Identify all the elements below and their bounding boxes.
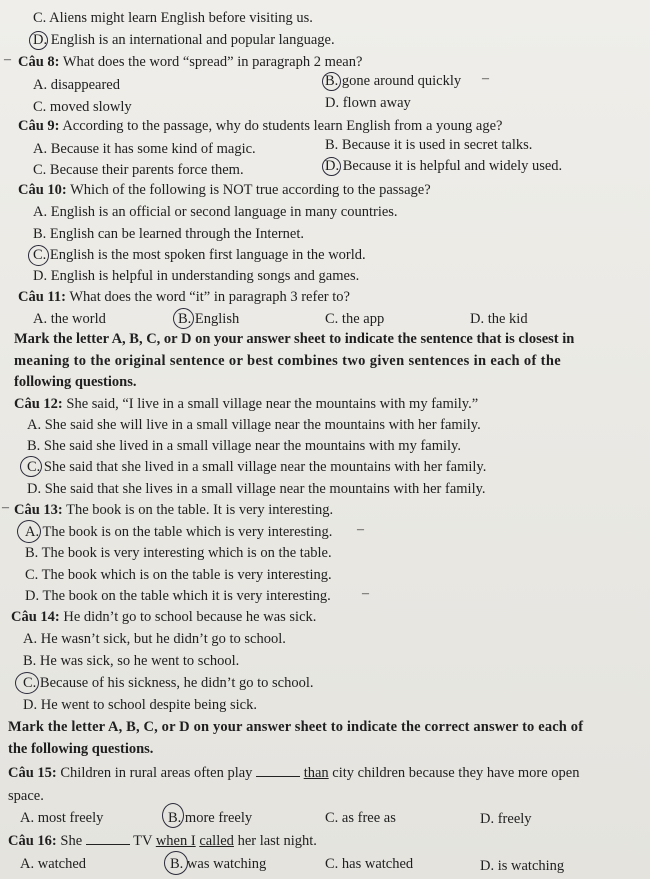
answer-circle-q7 [29,31,48,50]
answer-circle-q15 [162,803,184,828]
q15-text-before: Children in rural areas often play [56,765,257,781]
q12-number: Câu 12: [14,396,63,412]
q16-text-before: She [56,833,86,849]
check-dash-q13: – [357,522,364,537]
q9-number: Câu 9: [18,118,60,134]
q15-question-line-2: space. [8,788,44,804]
q10-option-c: C. English is the most spoken first language in the world. [33,247,366,263]
q8-question [18,53,362,71]
answer-circle-q13 [17,520,41,543]
q16-option-a: A. watched [20,856,87,872]
q12-question [14,395,478,413]
q11-number: Câu 11: [18,289,66,305]
q16-number: Câu 16: [8,833,57,849]
q9-option-a: A. Because it has some kind of magic. [33,141,256,157]
q11-text: What does the word “it” in paragraph 3 refer to? [65,289,350,305]
q16-option-d: D. is watching [480,858,565,874]
q15-number: Câu 15: [8,765,57,781]
q16-option-c: C. has watched [325,856,414,872]
q11-option-c: C. the app [325,311,385,327]
q16-text-after: her last night. [233,833,317,849]
answer-circle-q14 [15,672,39,694]
q11-option-a: A. the world [33,311,106,327]
q15-question [8,764,579,782]
q7-option-c: C. Aliens might learn English before visiting us. [33,10,313,26]
q15-text-than: than [303,765,329,781]
q13-number: Câu 13: [14,502,63,518]
margin-dash-q8: – [4,52,11,67]
answer-circle-q9 [322,157,341,176]
q9-option-c: C. Because their parents force them. [33,162,244,178]
q12-option-a: A. She said she will live in a small village near the mountains with her family. [27,417,481,433]
q13-option-b: B. The book is very interesting which is on the table. [25,545,332,561]
q7-option-d: D. English is an international and popular language. [33,32,335,48]
q16-question [8,832,317,850]
q14-text: He didn’t go to school because he was sick. [59,609,317,625]
instruction-1-line-1: Mark the letter A, B, C, or D on your answer sheet to indicate the sentence that is closest in [14,331,575,347]
q15-text-after: city children because they have more open [328,765,580,781]
answer-circle-q8 [322,72,341,91]
q9-option-b: B. Because it is used in secret talks. [325,137,533,153]
q13-option-a: A. The book is on the table which is very interesting. [25,524,333,540]
q10-option-a: A. English is an official or second language in many countries. [33,204,398,220]
check-dash-q8: – [482,71,489,86]
instruction-1-line-2: meaning to the original sentence or best combines two given sentences in each of the [14,353,562,369]
q16-text-when: when I [155,833,196,849]
q14-number: Câu 14: [11,609,60,625]
q12-text: She said, “I live in a small village near the mountains with my family.” [62,396,479,412]
q10-option-b: B. English can be learned through the Internet. [33,226,304,242]
q8-number: Câu 8: [18,54,60,70]
q10-question [18,181,431,199]
instruction-2-line-2: the following questions. [8,741,154,757]
instruction-2-line-1: Mark the letter A, B, C, or D on your answer sheet to indicate the correct answer to each of [8,719,584,735]
q16-text-called: called [199,833,234,849]
q16-option-b: B. was watching [170,856,267,872]
q8-option-c: C. moved slowly [33,99,132,115]
q10-option-d: D. English is helpful in understanding songs and games. [33,268,360,284]
answer-circle-q12 [20,456,42,477]
q15-option-c: C. as free as [325,810,396,826]
q13-option-d: D. The book on the table which it is very interesting. [25,588,331,604]
q8-option-b: B. gone around quickly [325,73,462,89]
q14-option-d: D. He went to school despite being sick. [23,697,257,713]
q15-option-d: D. freely [480,811,532,827]
q10-number: Câu 10: [18,182,67,198]
q14-option-a: A. He wasn’t sick, but he didn’t go to school. [23,631,286,647]
q8-option-a: A. disappeared [33,77,120,93]
q11-option-b: B. English [178,311,240,327]
q9-option-d: D. Because it is helpful and widely used. [325,158,563,174]
q15-option-a: A. most freely [20,810,104,826]
q8-text: What does the word “spread” in paragraph 2 mean? [59,54,363,70]
answer-circle-q11 [173,308,194,329]
q12-option-d: D. She said that she lives in a small village near the mountains with her family. [27,481,486,497]
q14-option-b: B. He was sick, so he went to school. [23,653,240,669]
margin-dash-q13: – [2,500,9,515]
check-dash-q13-d: – [362,586,369,601]
q9-question [18,117,502,135]
q14-option-c: C. Because of his sickness, he didn’t go to school. [23,675,314,691]
q16-blank [86,832,130,845]
q12-option-b: B. She said she lived in a small village near the mountains with my family. [27,438,461,454]
q16-text-tv: TV [129,833,156,849]
q8-option-d: D. flown away [325,95,411,111]
q14-question [11,608,316,626]
answer-circle-q10 [28,245,49,266]
q9-text: According to the passage, why do students learn English from a young age? [59,118,503,134]
q15-option-b: B. more freely [168,810,253,826]
q13-question [14,501,333,519]
q11-option-d: D. the kid [470,311,528,327]
q12-option-c: C. She said that she lived in a small village near the mountains with her family. [27,459,487,475]
q11-question [18,288,350,306]
answer-circle-q16 [164,851,188,875]
q15-blank [256,764,300,777]
q13-option-c: C. The book which is on the table is very interesting. [25,567,332,583]
q10-text: Which of the following is NOT true according to the passage? [66,182,431,198]
q13-text: The book is on the table. It is very interesting. [62,502,334,518]
instruction-1-line-3: following questions. [14,374,137,390]
